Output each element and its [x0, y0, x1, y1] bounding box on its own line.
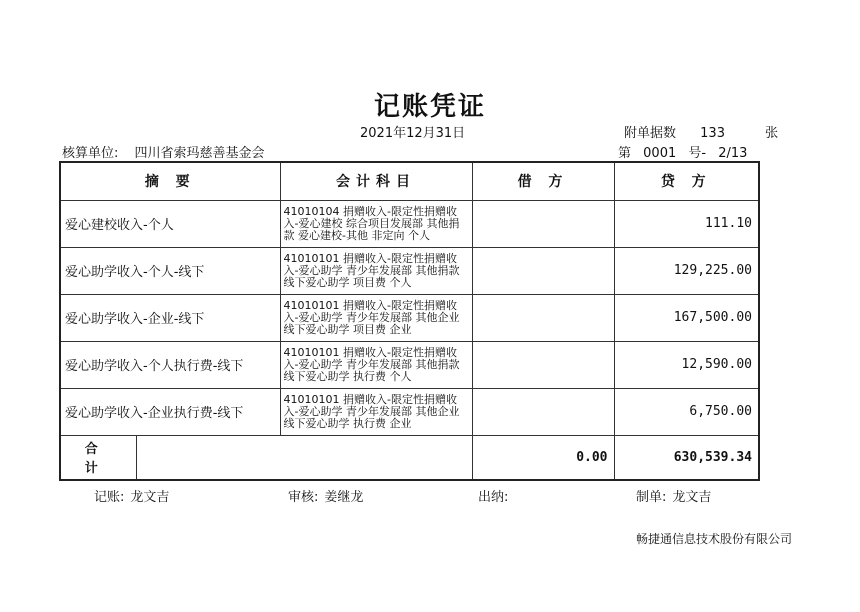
row-account: 41010101 捐赠收入-限定性捐赠收入-爱心助学 青少年发展部 其他企业 线下爱心助学 执行费 企业 [280, 388, 472, 435]
bookkeeper-signature [94, 486, 169, 505]
bookkeeper-label: 记账: [94, 490, 125, 505]
header-debit: 借 方 [472, 162, 614, 200]
row-account: 41010101 捐赠收入-限定性捐赠收入-爱心助学 青少年发展部 其他捐款 线下爱心助学 项目费 个人 [280, 247, 472, 294]
voucher-page: 2/13 [718, 146, 748, 161]
accounting-unit-name: 四川省索玛慈善基金会 [134, 146, 265, 161]
header-account: 会计科目 [280, 162, 472, 200]
attachments-count [624, 122, 778, 141]
row-summary: 爱心助学收入-个人执行费-线下 [60, 341, 280, 388]
table-row [60, 294, 759, 341]
row-debit [472, 294, 614, 341]
cashier-label: 出纳: [478, 490, 509, 505]
row-credit: 129,225.00 [614, 247, 759, 294]
preparer-label: 制单: [636, 490, 667, 505]
table-row [60, 388, 759, 435]
bookkeeper-name: 龙文吉 [130, 490, 170, 505]
row-credit: 6,750.00 [614, 388, 759, 435]
row-summary: 爱心助学收入-企业-线下 [60, 294, 280, 341]
cashier-signature [478, 486, 514, 505]
table-row [60, 341, 759, 388]
total-label: 合 计 [60, 435, 136, 480]
header-summary: 摘 要 [60, 162, 280, 200]
row-account: 41010101 捐赠收入-限定性捐赠收入-爱心助学 青少年发展部 其他捐款 线下爱心助学 执行费 个人 [280, 341, 472, 388]
row-debit [472, 247, 614, 294]
table-row [60, 200, 759, 247]
row-debit [472, 341, 614, 388]
attachments-label: 附单据数 [624, 126, 677, 141]
row-summary: 爱心助学收入-企业执行费-线下 [60, 388, 280, 435]
preparer-signature [636, 486, 711, 505]
row-summary: 爱心助学收入-个人-线下 [60, 247, 280, 294]
row-debit [472, 200, 614, 247]
header-credit: 贷 方 [614, 162, 759, 200]
reviewer-name: 姜继龙 [324, 490, 364, 505]
voucher-number-value: 0001 [643, 146, 677, 161]
reviewer-label: 审核: [288, 490, 319, 505]
total-blank [136, 435, 472, 480]
voucher-number [618, 142, 755, 161]
row-debit [472, 388, 614, 435]
attachments-number: 133 [700, 126, 725, 141]
table-header-row [60, 162, 759, 200]
voucher-date: 2021年12月31日 [360, 126, 466, 141]
accounting-unit [62, 142, 265, 161]
total-debit: 0.00 [472, 435, 614, 480]
software-company: 畅捷通信息技术股份有限公司 [635, 532, 792, 546]
row-credit: 12,590.00 [614, 341, 759, 388]
row-credit: 167,500.00 [614, 294, 759, 341]
total-row [60, 435, 759, 480]
attachments-unit: 张 [765, 126, 779, 141]
table-row [60, 247, 759, 294]
preparer-name: 龙文吉 [672, 490, 712, 505]
voucher-table [59, 161, 760, 481]
total-credit: 630,539.34 [614, 435, 759, 480]
voucher-number-prefix: 第 [618, 146, 632, 161]
row-summary: 爱心建校收入-个人 [60, 200, 280, 247]
row-account: 41010104 捐赠收入-限定性捐赠收入-爱心建校 综合项目发展部 其他捐款 爱心建校-其他 非定向 个人 [280, 200, 472, 247]
row-account: 41010101 捐赠收入-限定性捐赠收入-爱心助学 青少年发展部 其他企业 线下爱心助学 项目费 企业 [280, 294, 472, 341]
accounting-unit-label: 核算单位: [62, 146, 119, 161]
row-credit: 111.10 [614, 200, 759, 247]
voucher-title: 记账凭证 [373, 92, 486, 122]
voucher-number-suffix: 号- [688, 146, 707, 161]
reviewer-signature [288, 486, 363, 505]
